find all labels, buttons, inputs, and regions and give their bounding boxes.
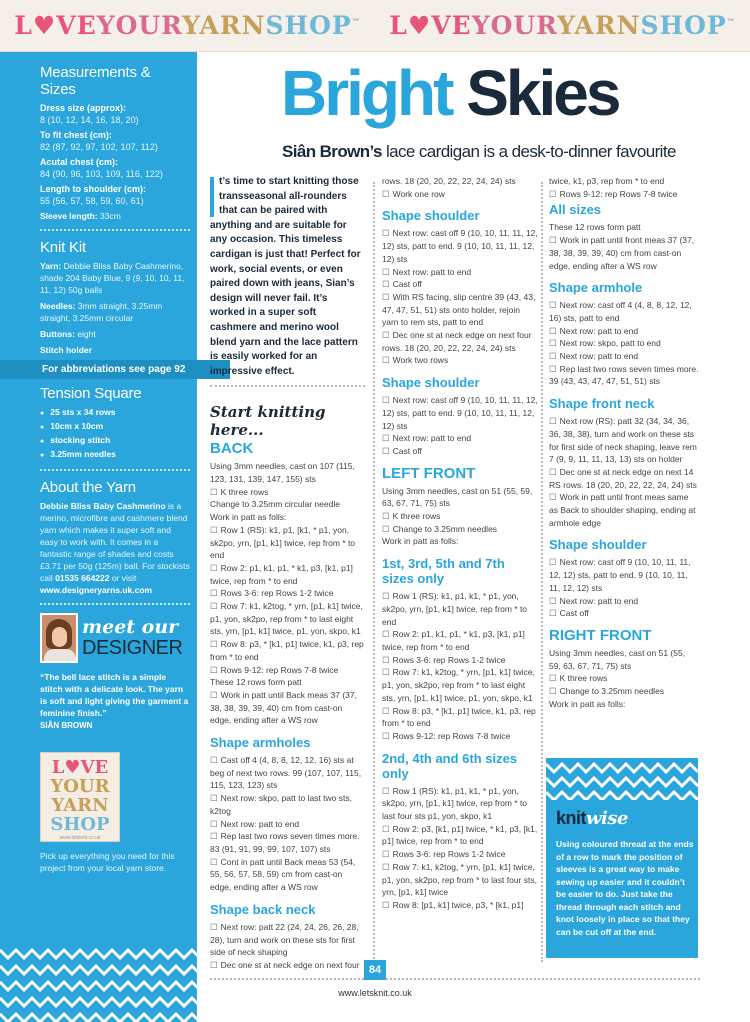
- knitwise-body: Using coloured thread at the ends of a row to mark the position of sleeves is a great way to make sewing up easier and it couldn’t be easier to do. Just take the thread through each stitch and knot loosely in place so that they can be cut off at the end.: [556, 839, 694, 937]
- banner-love: L♥VE: [14, 11, 97, 40]
- checklist-item[interactable]: ☐ With RS facing, slip centre 39 (43, 43, 47, 47, 51, 51) sts onto holder, rejoin yarn to rem sts, patt to end: [382, 291, 538, 329]
- checklist-item[interactable]: ☐ Rows 9-12: rep Rows 7-8 twice: [382, 730, 538, 743]
- left-front-heading: LEFT FRONT: [382, 464, 476, 482]
- length-value: 55 (56, 57, 58, 59, 60, 61): [40, 196, 144, 206]
- shape-shoulder-heading: Shape shoulder: [382, 375, 480, 391]
- column-3: [549, 175, 699, 711]
- back-heading: BACK: [210, 440, 254, 458]
- chest-label: To fit chest (cm):: [40, 130, 112, 140]
- divider: [40, 229, 190, 231]
- checklist-item[interactable]: ☐ Cont in patt until Back meas 53 (54, 55, 56, 57, 58, 59) cm from cast-on edge, ending after a WS row: [210, 856, 365, 894]
- dress-size-value: 8 (10, 12, 14, 16, 18, 20): [40, 115, 139, 125]
- badge-love: L♥VE: [51, 757, 109, 778]
- meet-our-text: meet our: [82, 616, 179, 638]
- checklist-item[interactable]: ☐ Dec one st at neck edge on next four rows. 18 (20, 20, 22, 22, 24, 24) sts: [382, 329, 538, 354]
- left-front-cast-on: Using 3mm needles, cast on 51 (55, 59, 63, 67, 71, 75) sts: [382, 485, 533, 509]
- banner-your: YOUR: [471, 11, 558, 40]
- banner-shop: SHOP: [265, 11, 352, 40]
- subtitle-designer-name: Siân Brown’s: [282, 142, 382, 161]
- checklist-item[interactable]: ☐ K three rows: [382, 510, 538, 523]
- checklist-item[interactable]: ☐ Next row: skpo, patt to last two sts, k2tog: [210, 792, 365, 817]
- needles-info: [40, 300, 190, 324]
- checklist-item[interactable]: ☐ Row 8: [p1, k1] twice, p3, * [k1, p1]: [382, 899, 538, 912]
- shape-armhole-heading: Shape armhole: [549, 280, 643, 296]
- checklist-item[interactable]: ☐ Rep last two rows seven times more. 39 (43, 43, 47, 47, 51, 51) sts: [549, 363, 699, 388]
- checklist-item[interactable]: ☐ Next row: cast off 4 (4, 8, 8, 12, 12, 16) sts, patt to end: [549, 299, 699, 324]
- stockist-website[interactable]: www.designeryarns.uk.com: [40, 585, 153, 595]
- sizes-2-4-6-heading: 2nd, 4th and 6th sizes only: [382, 750, 518, 781]
- checklist-item[interactable]: ☐ Cast off 4 (4, 8, 8, 12, 12, 16) sts at beg of next two rows. 99 (107, 107, 115, 115, 123, 123) sts: [210, 754, 365, 792]
- actual-chest-label: Acutal chest (cm):: [40, 157, 119, 167]
- banner-yarn: YARN: [557, 11, 641, 40]
- knit-pattern-graphic: [0, 942, 197, 1022]
- right-front-work-patt: Work in patt as folls:: [549, 698, 626, 709]
- shape-front-neck-heading: Shape front neck: [549, 396, 655, 412]
- knitwise-tip-box: [546, 758, 698, 958]
- checklist-item[interactable]: ☐ Next row: patt to end: [549, 595, 699, 608]
- banner-logo: [14, 11, 360, 40]
- checklist-item[interactable]: ☐ Change to 3.25mm needles: [549, 685, 699, 698]
- checklist-item[interactable]: ☐ Dec one st at neck edge on next 14 RS rows. 18 (20, 20, 22, 22, 24, 24) sts: [549, 466, 699, 491]
- checklist-item[interactable]: ☐ Row 7: k1, k2tog, * yrn, [p1, k1] twice, p1, yon, sk2po, rep from * to last eight sts, yrn, [p1, k1] twice, p1, yon, skpo, k1: [210, 600, 365, 638]
- back-work-patt: Work in patt as folls:: [210, 512, 287, 523]
- designer-text: DESIGNER: [82, 637, 183, 659]
- column-2: [382, 175, 538, 912]
- length-label: Length to shoulder (cm):: [40, 184, 146, 194]
- badge-url: www.letsknit.co.uk: [59, 835, 101, 841]
- shape-back-neck-heading: Shape back neck: [210, 901, 316, 917]
- title-skies: Skies: [451, 57, 619, 129]
- checklist-item[interactable]: ☐ Dec one st at neck edge on next four: [210, 959, 365, 972]
- tension-item: ● 3.25mm needles: [40, 448, 190, 462]
- meet-designer-title: [82, 617, 182, 659]
- checklist-item[interactable]: ☐ Cast off: [382, 278, 538, 291]
- banner-shop: SHOP: [640, 11, 727, 40]
- checklist-item[interactable]: ☐ Work in patt until Back meas 37 (37, 38, 38, 39, 39, 40) cm from cast-on edge, ending after a WS row: [210, 689, 365, 727]
- sidebar: [0, 52, 197, 1022]
- checklist-item[interactable]: ☐ Row 2: p1, k1, p1, * k1, p3, [k1, p1] twice, rep from * to end: [210, 562, 365, 587]
- about-yarn-heading: About the Yarn: [40, 479, 136, 496]
- checklist-item[interactable]: ☐ Rows 3-6: rep Rows 1-2 twice: [382, 848, 538, 861]
- buttons-value: eight: [77, 329, 96, 339]
- buttons-label: Buttons:: [40, 329, 75, 339]
- abbreviations-note: For abbreviations see page 92: [0, 360, 230, 379]
- column-divider: [373, 182, 375, 962]
- banner-logo-repeat: [389, 11, 735, 40]
- intro-text: t’s time to start knitting those transseasonal all-rounders that can be paired with anything and are suitable for any occasion. This timeless cardigan is just that! Perfect for work, social events, or even paired down with jeans, Sian’s design will never fail. It’s worked in a super soft cashmere and merino wool blend yarn and the lace pattern is easily worked for an impressive effect.: [210, 176, 361, 377]
- shape-shoulder-heading: Shape shoulder: [549, 537, 647, 553]
- checklist-item[interactable]: ☐ Rows 3-6: rep Rows 1-2 twice: [382, 654, 538, 667]
- banner-tm: ™: [351, 16, 361, 27]
- checklist-item[interactable]: ☐ Next row: patt to end: [549, 325, 699, 338]
- tension-list: [40, 406, 190, 462]
- checklist-item[interactable]: ☐ K three rows: [549, 672, 699, 685]
- checklist-item[interactable]: ☐ Work two rows: [382, 354, 538, 367]
- needles-label: Needles:: [40, 301, 76, 311]
- actual-chest-value: 84 (90, 96, 103, 109, 116, 122): [40, 169, 163, 179]
- checklist-item[interactable]: ☐ Work in patt until front meas 37 (37, 38, 38, 39, 39, 40) cm from cast-on edge, ending after a WS row: [549, 234, 699, 272]
- checklist-item[interactable]: ☐ Next row: patt to end: [549, 350, 699, 363]
- tension-item: ● stocking stitch: [40, 434, 190, 448]
- checklist-item[interactable]: ☐ Rows 9-12: rep Rows 7-8 twice: [210, 664, 365, 677]
- back-cast-on: Using 3mm needles, cast on 107 (115, 123, 131, 139, 147, 155) sts: [210, 461, 355, 485]
- page-subtitle: [282, 142, 676, 162]
- divider: [210, 385, 365, 387]
- yarn-name: Debbie Bliss Baby Cashmerino: [40, 501, 166, 511]
- measurements-heading: Measurements & Sizes: [40, 64, 151, 98]
- dress-size-label: Dress size (approx):: [40, 103, 127, 113]
- shape-shoulder-heading: Shape shoulder: [382, 208, 480, 224]
- page-number: 84: [364, 960, 386, 980]
- sleeve-length: [40, 210, 190, 222]
- banner-your: YOUR: [96, 11, 183, 40]
- left-front-work-patt: Work in patt as folls:: [382, 536, 459, 547]
- checklist-item[interactable]: ☐ Row 2: p1, k1, p1, * k1, p3, [k1, p1] twice, rep from * to end: [382, 628, 538, 653]
- checklist-item[interactable]: ☐ Row 1 (RS): k1, p1, k1, * p1, yon, sk2po, yrn, [p1, k1] twice, rep from * to end: [382, 590, 538, 628]
- back-patt-note: These 12 rows form patt: [210, 677, 302, 688]
- shape-armholes-heading: Shape armholes: [210, 735, 311, 751]
- designer-photo: [40, 613, 78, 663]
- buttons-info: [40, 328, 190, 340]
- divider: [40, 603, 190, 605]
- continued-text: twice, k1, p3, rep from * to end: [549, 176, 665, 186]
- checklist-item[interactable]: ☐ Change to 3.25mm needles: [382, 523, 538, 536]
- knitwise-title: [556, 808, 628, 829]
- badge-yarn: YARN: [51, 795, 109, 816]
- checklist-item[interactable]: ☐ Cast off: [382, 445, 538, 458]
- about-yarn-body: is a merino, microfibre and cashmere blend yarn which makes it super soft and easy to work with. It comes in a fantastic range of shades and costs £3.71 per 50g (125m) ball. For stockists call: [40, 501, 190, 583]
- checklist-item[interactable]: ☐ Row 7: k1, k2tog, * yrn, [p1, k1] twice, p1, yon, sk2po, rep from * to last four sts, yrn, [p1, k1] twice: [382, 861, 538, 899]
- needles-value: 3mm straight, 3.25mm straight, 3.25mm circular: [40, 301, 163, 323]
- dropcap-bar: [210, 177, 214, 217]
- right-front-cast-on: Using 3mm needles, cast on 51 (55, 59, 63, 67, 71, 75) sts: [549, 647, 686, 671]
- banner-love: L♥VE: [389, 11, 472, 40]
- subtitle-rest: lace cardigan is a desk-to-dinner favourite: [381, 142, 676, 161]
- page-title: [281, 58, 618, 128]
- checklist-item[interactable]: ☐ Rep last two rows seven times more. 83 (91, 91, 99, 99, 107, 107) sts: [210, 830, 365, 855]
- sizes-1-3-5-7-heading: 1st, 3rd, 5th and 7th sizes only: [382, 556, 505, 587]
- yarn-value: Debbie Bliss Baby Cashmerino, shade 204 Baby Blue, 9 (9, 10, 10, 11, 11, 12) 50g balls: [40, 261, 185, 295]
- column-divider: [541, 182, 543, 962]
- checklist-item[interactable]: ☐ Next row (RS): patt 32 (34, 34, 36, 36, 38, 38), turn and work on these sts for first side of neck shaping, leave rem 7 (9, 9, 11, 11, 13, 13) sts on holder: [549, 415, 699, 466]
- knitwise-wise: wise: [586, 808, 628, 829]
- checklist-item[interactable]: ☐ Row 8: p3, * [k1, p1] twice, k1, p3, rep from * to end: [210, 638, 365, 663]
- checklist-item[interactable]: ☐ Next row: patt 22 (24, 24, 26, 26, 28, 28), turn and work on these sts for first side of neck shaping: [210, 921, 365, 959]
- chest-value: 82 (87, 92, 97, 102, 107, 112): [40, 142, 158, 152]
- checklist-item[interactable]: ☐ Row 2: p3, [k1, p1] twice, * k1, p3, [k1, p1] twice, rep from * to end: [382, 823, 538, 848]
- badge-your: YOUR: [50, 776, 110, 797]
- checklist-item[interactable]: ☐ Next row: patt to end: [382, 266, 538, 279]
- checklist-item[interactable]: ☐ Work in patt until front meas same as Back to shoulder shaping, ending at armhole edge: [549, 491, 699, 529]
- checklist-item[interactable]: ☐ Row 7: k1, k2tog, * yrn, [p1, k1] twice, p1, yon, sk2po, rep from * to last eight sts, yrn, [p1, k1] twice, p1, yon, skpo, k1: [382, 666, 538, 704]
- checklist-item[interactable]: ☐ Row 1 (RS): k1, p1, [k1, * p1, yon, sk2po, yrn, [p1, k1] twice, rep from * to end: [210, 524, 365, 562]
- footer-divider: [210, 978, 700, 980]
- checklist-item[interactable]: ☐ Next row: cast off 9 (10, 10, 11, 11, 12, 12) sts, patt to end. 9 (10, 10, 11, 11, 12, 12) sts: [382, 227, 538, 265]
- title-bright: Bright: [281, 57, 452, 129]
- back-change-needle: Change to 3.25mm circular needle: [210, 499, 340, 510]
- all-sizes-note: These 12 rows form patt: [549, 222, 641, 233]
- start-knitting-heading: Start knitting here...: [210, 403, 326, 440]
- badge-shop: SHOP: [50, 814, 110, 835]
- knit-pattern-graphic: [546, 758, 698, 800]
- header-banner: [0, 0, 750, 52]
- yarn-label: Yarn:: [40, 261, 62, 271]
- yarn-info: [40, 260, 190, 296]
- checklist-item[interactable]: ☐ Next row: cast off 9 (10, 10, 11, 11, 12, 12) sts, patt to end. 9 (10, 10, 11, 11, 12, 12) sts: [382, 394, 538, 432]
- right-front-heading: RIGHT FRONT: [549, 626, 652, 644]
- checklist-item[interactable]: ☐ Next row: patt to end: [210, 818, 365, 831]
- column-1: [210, 175, 365, 972]
- intro-paragraph: [210, 175, 365, 379]
- yarn-store-note: Pick up everything you need for this project from your local yarn store.: [40, 851, 175, 873]
- footer-url[interactable]: www.letsknit.co.uk: [338, 988, 412, 998]
- tension-item: ● 10cm x 10cm: [40, 420, 190, 434]
- banner-yarn: YARN: [182, 11, 266, 40]
- checklist-item[interactable]: ☐ Next row: cast off 9 (10, 10, 11, 11, 12, 12) sts, patt to end. 9 (10, 10, 11, 11, 12, 12) sts: [549, 556, 699, 594]
- stockist-phone: 01535 664222: [55, 573, 110, 583]
- sleeve-label: Sleeve length:: [40, 211, 98, 221]
- love-your-yarn-shop-badge: [40, 752, 120, 842]
- checklist-item[interactable]: ☐ Next row: patt to end: [382, 432, 538, 445]
- all-sizes-heading: All sizes: [549, 202, 602, 218]
- designer-quote: “The bell lace stitch is a simple stitch with a delicate look. The yarn is soft and light giving the garment a feminine finish.”: [40, 672, 189, 718]
- checklist-item[interactable]: ☐ Row 1 (RS): k1, p1, k1, * p1, yon, sk2po, yrn, [p1, k1] twice, rep from * to last four sts p1, yon, skpo, k1: [382, 785, 538, 823]
- checklist-item[interactable]: ☐ Cast off: [549, 607, 699, 620]
- stitch-holder-label: Stitch holder: [40, 345, 92, 355]
- continued-text: rows. 18 (20, 20, 22, 22, 24, 24) sts: [382, 176, 516, 186]
- checklist-item[interactable]: ☐ Rows 9-12: rep Rows 7-8 twice: [549, 188, 699, 201]
- stitch-holder: [40, 344, 190, 356]
- banner-tm: ™: [726, 16, 736, 27]
- checklist-item[interactable]: ☐ Rows 3-6: rep Rows 1-2 twice: [210, 587, 365, 600]
- about-yarn-text: [40, 500, 190, 596]
- designer-signature: SIÂN BROWN: [40, 721, 93, 730]
- designer-block: [40, 613, 190, 663]
- tension-heading: Tension Square: [40, 385, 142, 402]
- tension-item: ● 25 sts x 34 rows: [40, 406, 190, 420]
- knit-kit-heading: Knit Kit: [40, 239, 86, 256]
- checklist-item[interactable]: ☐ K three rows: [210, 486, 365, 499]
- knitwise-knit: knit: [556, 808, 587, 828]
- checklist-item[interactable]: ☐ Work one row: [382, 188, 538, 201]
- sleeve-value: 33cm: [100, 211, 121, 221]
- divider: [40, 469, 190, 471]
- checklist-item[interactable]: ☐ Next row: skpo, patt to end: [549, 337, 699, 350]
- checklist-item[interactable]: ☐ Row 8: p3, * [k1, p1] twice, k1, p3, rep from * to end: [382, 705, 538, 730]
- about-yarn-body2: or visit: [109, 573, 137, 583]
